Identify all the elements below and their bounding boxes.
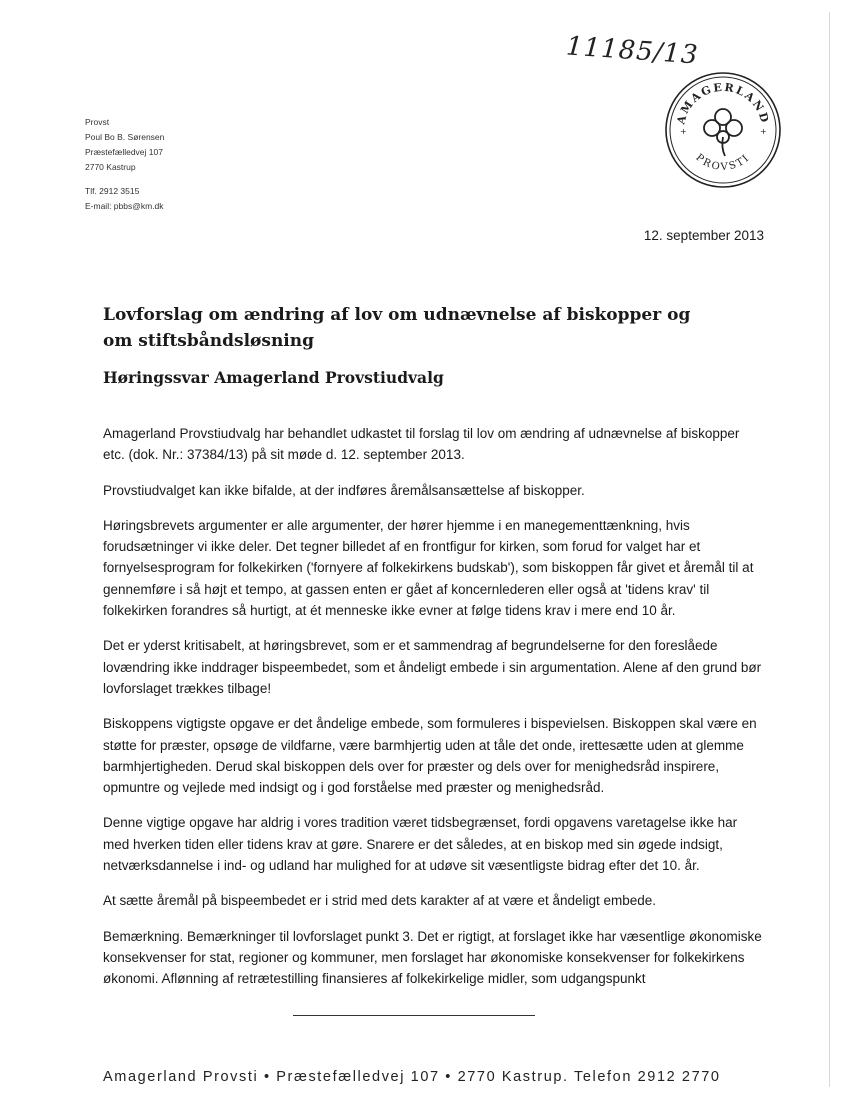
- document-title: Lovforslag om ændring af lov om udnævnelse af biskopper og om stiftsbåndsløsning: [103, 305, 691, 351]
- sender-title: Provst: [85, 117, 110, 127]
- provsti-seal-logo: [663, 70, 783, 190]
- letter-body: [103, 423, 763, 1004]
- sender-phone: Tlf. 2912 3515: [85, 186, 140, 196]
- sender-name: Poul Bo B. Sørensen: [85, 132, 165, 142]
- body-paragraph: Høringsbrevets argumenter er alle argumenter, der hører hjemme i en manegementtænkning, hvis forudsætninger vi ikke deler. Det tegner billedet af en frontfigur for kirken, som forud for valget har et fornyelsesprogram for folkekirken ('fornyere af folkekirkens budskab'), som biskoppen får givet et åremål til at gennemføre i så højt et tempo, at gassen enten er gået af koncernlederen eller også at 'tidens krav' til folkekirken forandres så hurtigt, at ét menneske ikke evner at følge tidens krav i mere end 10 år.: [103, 517, 754, 619]
- sender-street: Præstefælledvej 107: [85, 147, 163, 157]
- svg-text:+: +: [760, 127, 767, 136]
- body-paragraph: Amagerland Provstiudvalg har behandlet udkastet til forslag til lov om ændring af udnævnelse af biskopper etc. (dok. Nr.: 37384/13) på sit møde d. 12. september 2013.: [103, 426, 740, 463]
- sender-city: 2770 Kastrup: [85, 162, 136, 172]
- scan-edge-line: [829, 12, 830, 1087]
- letter-date: 12. september 2013: [643, 228, 764, 243]
- document-subtitle: Høringssvar Amagerland Provstiudvalg: [103, 368, 444, 387]
- body-paragraph: Provstiudvalget kan ikke bifalde, at der indføres åremålsansættelse af biskopper.: [103, 482, 585, 498]
- svg-text:PROVSTI: PROVSTI: [693, 152, 753, 174]
- sender-address-block: [85, 115, 164, 214]
- footer-divider: [293, 1015, 535, 1016]
- sender-email: E-mail: pbbs@km.dk: [85, 201, 164, 211]
- handwritten-reference: 11185/13: [565, 31, 700, 71]
- sender-spacer: [85, 175, 164, 184]
- svg-text:AMAGERLAND: AMAGERLAND: [674, 80, 772, 126]
- body-paragraph: Denne vigtige opgave har aldrig i vores tradition været tidsbegrænset, fordi opgavens varetagelse ikke har med hverken tiden eller tidens krav at gøre. Snarere er det således, at en biskop med sin øgede indsigt, netværksdannelse i ind- og udland har mulighed for at udøve sit væsentligste bidrag efter det 10. år.: [103, 815, 738, 874]
- body-paragraph: Biskoppens vigtigste opgave er det åndelige embede, som formuleres i bispevielsen. Biskoppen skal være en støtte for præster, opsøge de vildfarne, være barmhjertig uden at tåle det onde, irettesætte uden at glemme barmhjertigheden. Derud skal biskoppen dels over for præster og dels over for menighedsråd inspirere, opmuntre og vejlede med indsigt og i god forståelse med præster og menighedsråd.: [103, 716, 757, 796]
- body-paragraph: Det er yderst kritisabelt, at høringsbrevet, som er et sammendrag af begrundelserne for den foreslåede lovændring ikke inddrager bispeembedet, som et åndeligt embede i sin argumentation. Alene af den grund bør lovforslaget trækkes tilbage!: [103, 638, 762, 696]
- body-paragraph: At sætte åremål på bispeembedet er i strid med dets karakter af at være et åndeligt embede.: [103, 893, 657, 909]
- body-paragraph: Bemærkning. Bemærkninger til lovforslaget punkt 3. Det er rigtigt, at forslaget ikke har væsentlige økonomiske konsekvenser for stat, regioner og kommuner, men forslaget har økonomiske konsekvenser for folkekirkens økonomi. Aflønning af retrætestilling finansieres af folkekirkelige midler, som udgangspunkt: [103, 928, 762, 987]
- svg-text:+: +: [680, 127, 687, 136]
- letterhead-footer: Amagerland Provsti • Præstefælledvej 107 • 2770 Kastrup. Telefon 2912 2770: [103, 1069, 721, 1085]
